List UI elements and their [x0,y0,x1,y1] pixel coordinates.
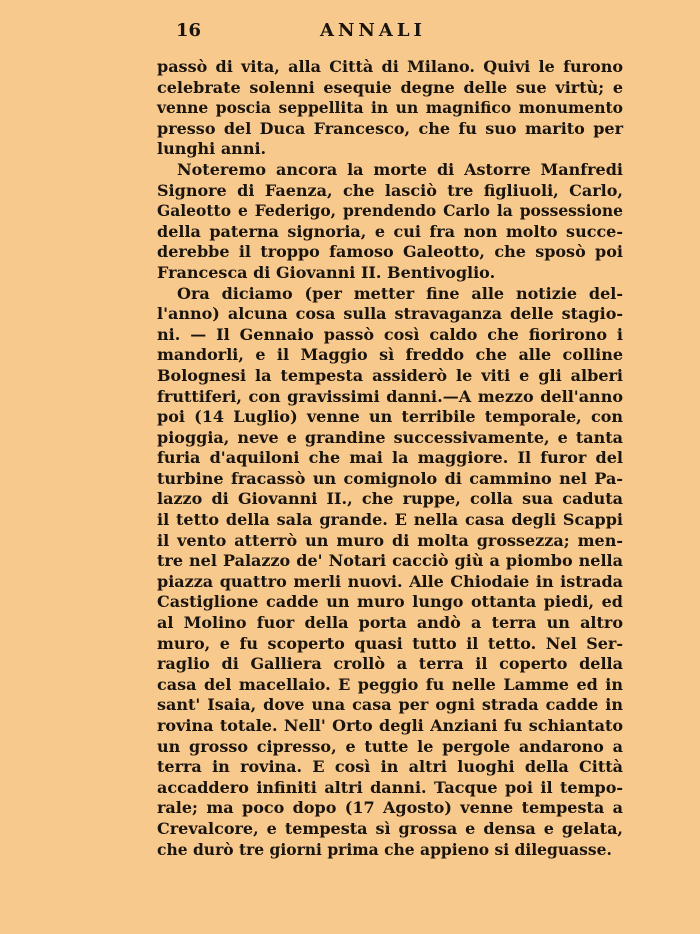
text-line: terra in rovina. E così in altri luoghi della Città [157,757,623,777]
text-line: muro, e fu scoperto quasi tutto il tetto. Nel Ser- [157,633,623,653]
text-line: il vento atterrò un muro di molta grossezza; men- [157,530,623,550]
text-line: l'anno) alcuna cosa sulla stravaganza delle stagio- [157,304,623,324]
text-line: Ora diciamo (per metter fine alle notizie del- [177,283,623,303]
text-line: ni. — Il Gennaio passò così caldo che fiorirono i [157,324,623,344]
text-line: Noteremo ancora la morte di Astorre Manfredi [177,159,623,179]
body-text [157,57,623,860]
text-line: mandorli, e il Maggio sì freddo che alle colline [157,345,623,365]
text-line: poi (14 Luglio) venne un terribile temporale, con [157,407,623,427]
text-line: Galeotto e Federigo, prendendo Carlo la possessione [157,201,623,221]
text-line: celebrate solenni esequie degne delle sue virtù; e [157,77,623,97]
text-line: al Molino fuor della porta andò a terra un altro [157,613,623,633]
text-line: passò di vita, alla Città di Milano. Quivi le furono [157,57,623,76]
text-line: della paterna signoria, e cui fra non molto succe- [157,221,623,241]
text-line: fruttiferi, con gravissimi danni.—A mezzo dell'anno [157,386,623,406]
text-line: Bolognesi la tempesta assiderò le viti e gli alberi [157,365,623,385]
text-line: furia d'aquiloni che mai la maggiore. Il furor del [157,448,623,468]
text-line: presso del Duca Francesco, che fu suo marito per [157,118,623,138]
running-head: ANNALI [320,20,426,41]
text-line: Crevalcore, e tempesta sì grossa e densa e gelata, [157,818,623,838]
text-line: lazzo di Giovanni II., che ruppe, colla sua caduta [157,489,623,509]
text-line: tre nel Palazzo de' Notari cacciò giù a piombo nella [157,551,623,571]
text-line: Francesca di Giovanni II. Bentivoglio. [157,262,496,282]
text-line: piazza quattro merli nuovi. Alle Chiodaie in istrada [157,571,623,591]
text-line: rale; ma poco dopo (17 Agosto) venne tempesta a [157,798,623,818]
text-line: raglio di Galliera crollò a terra il coperto della [157,654,623,674]
text-line: venne poscia seppellita in un magnifico monumento [157,98,623,118]
text-line: che durò tre giorni prima che appieno si dileguasse. [157,839,612,859]
text-line: casa del macellaio. E peggio fu nelle Lamme ed in [157,674,623,694]
page-number: 16 [176,20,202,41]
text-line: Castiglione cadde un muro lungo ottanta piedi, ed [157,592,623,612]
text-line: sant' Isaia, dove una casa per ogni strada cadde in [157,695,623,715]
text-line: turbine fracassò un comignolo di cammino nel Pa- [157,468,623,488]
text-line: pioggia, neve e grandine successivamente, e tanta [157,427,623,447]
text-line: un grosso cipresso, e tutte le pergole andarono a [157,736,623,756]
text-line: Signore di Faenza, che lasciò tre figliuoli, Carlo, [157,180,623,200]
text-line: il tetto della sala grande. E nella casa degli Scappi [157,510,623,530]
text-line: derebbe il troppo famoso Galeotto, che sposò poi [157,242,623,262]
text-line: accaddero infiniti altri danni. Tacque poi il tempo- [157,777,623,797]
text-line: lunghi anni. [157,139,267,159]
text-line: rovina totale. Nell' Orto degli Anziani fu schiantato [157,716,623,735]
